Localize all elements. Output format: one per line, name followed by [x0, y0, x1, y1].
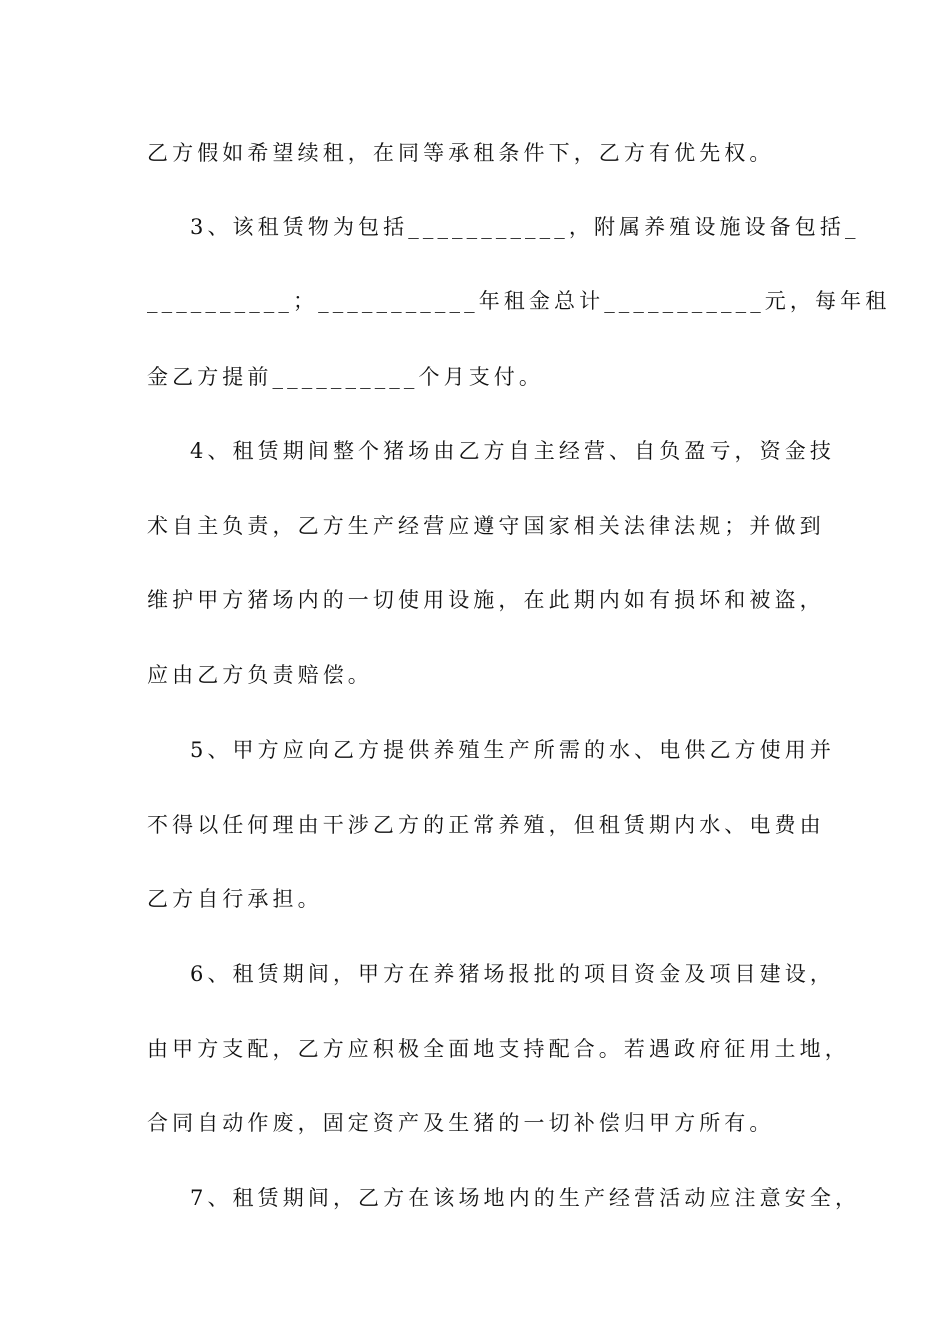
text-line-8: 应由乙方负责赔偿。	[147, 663, 373, 687]
text-line-2: 3、该租赁物为包括___________，附属养殖设施设备包括_	[190, 215, 860, 239]
text-line-3: __________；___________年租金总计___________元，每年租	[147, 289, 891, 313]
text-line-1: 乙方假如希望续租，在同等承租条件下，乙方有优先权。	[147, 141, 775, 165]
text-line-11: 乙方自行承担。	[147, 887, 323, 911]
text-line-14: 合同自动作废，固定资产及生猪的一切补偿归甲方所有。	[147, 1111, 775, 1135]
text-line-9: 5、甲方应向乙方提供养殖生产所需的水、电供乙方使用并	[190, 738, 835, 762]
text-line-10: 不得以任何理由干涉乙方的正常养殖，但租赁期内水、电费由	[147, 813, 825, 837]
text-line-13: 由甲方支配，乙方应积极全面地支持配合。若遇政府征用土地，	[147, 1037, 850, 1061]
text-line-4: 金乙方提前__________个月支付。	[147, 365, 544, 389]
text-line-7: 维护甲方猪场内的一切使用设施，在此期内如有损坏和被盗，	[147, 588, 825, 612]
text-line-5: 4、租赁期间整个猪场由乙方自主经营、自负盈亏，资金技	[190, 439, 835, 463]
text-line-15: 7、租赁期间，乙方在该场地内的生产经营活动应注意安全，	[190, 1186, 861, 1210]
text-line-6: 术自主负责，乙方生产经营应遵守国家相关法律法规；并做到	[147, 514, 825, 538]
text-line-12: 6、租赁期间，甲方在养猪场报批的项目资金及项目建设，	[190, 962, 835, 986]
